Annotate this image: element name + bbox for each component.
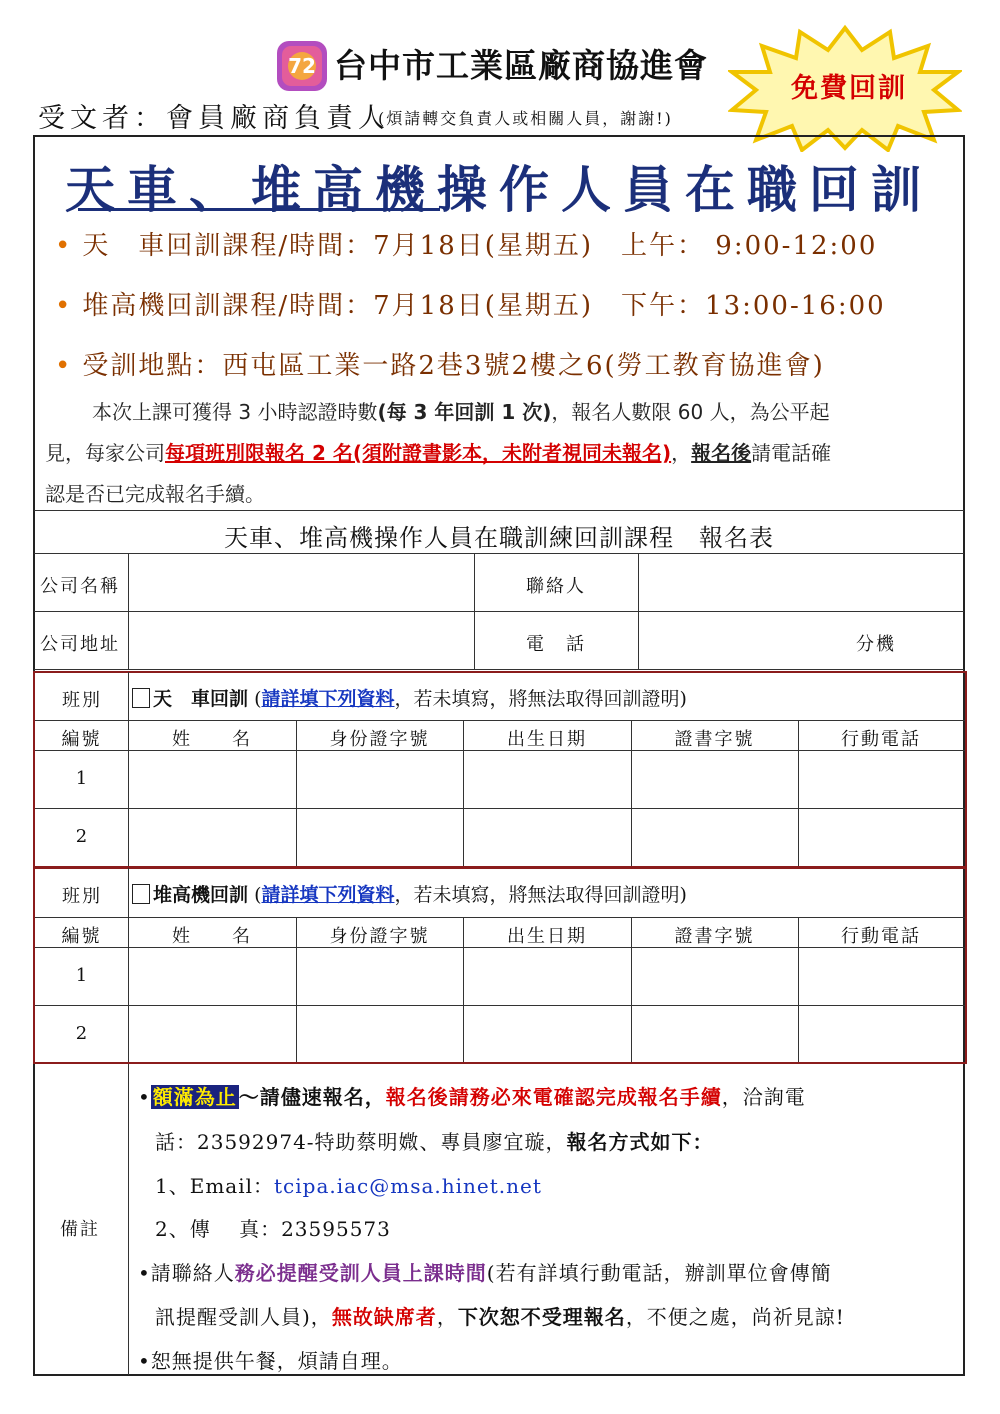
- col-header-mobile: 行動電話: [841, 926, 921, 947]
- notice-line-1: [92, 396, 830, 425]
- remark-line-6: [155, 1301, 845, 1330]
- remark-text: 請聯絡人: [150, 1261, 235, 1285]
- col-header-number: 編號: [61, 729, 102, 750]
- until-full-highlight: 額滿為止: [152, 1085, 237, 1109]
- recipient-note: (煩請轉交負責人或相關人員，謝謝!): [378, 109, 673, 128]
- row-number: 1: [75, 768, 88, 789]
- notice-text: 請電話確: [751, 441, 832, 465]
- fill-in-note-rest: ，若未填寫，將無法取得回訓證明): [394, 688, 687, 710]
- recipient-line: 受文者：會員廠商負責人: [38, 103, 390, 134]
- col-header-id: 身份證字號: [329, 729, 430, 750]
- forklift-schedule: [55, 285, 886, 322]
- email-label: 1、Email：: [155, 1174, 275, 1198]
- bullet-icon: •: [55, 291, 73, 321]
- organization-name: 台中市工業區廠商協進會: [334, 46, 708, 85]
- remark-fax: 2、傳 真：23595573: [155, 1217, 391, 1241]
- remark-red: 報名後請務必來電確認完成報名手續: [385, 1085, 722, 1109]
- forklift-checkbox[interactable]: [132, 884, 150, 904]
- remark-line-3: [155, 1170, 542, 1199]
- notice-line-3: 認是否已完成報名手續。: [45, 482, 265, 506]
- divider: [34, 553, 964, 554]
- remark-line-7: [138, 1345, 403, 1374]
- schedule-value: 7月18日(星期五) 下午：13:00-16:00: [373, 291, 886, 321]
- page-title: 天車、堆高機操作人員在職回訓: [65, 160, 933, 219]
- remark-text: ～請儘速報名，: [238, 1085, 386, 1109]
- col-header-certificate: 證書字號: [674, 729, 755, 750]
- remark-text: 恕無提供午餐，煩請自理。: [150, 1349, 403, 1373]
- notice-line-2: [45, 437, 831, 466]
- divider: [35, 1005, 965, 1006]
- schedule-label: 堆高機回訓課程/時間：: [82, 291, 374, 321]
- note-paren: (: [254, 688, 262, 710]
- col-header-certificate: 證書字號: [674, 926, 755, 947]
- notice-text: ，報名人數限 60 人，為公平起: [551, 400, 830, 424]
- remarks-label: 備註: [60, 1219, 100, 1240]
- remark-line-1: [138, 1081, 806, 1110]
- forklift-class-label: 堆高機回訓: [153, 884, 249, 906]
- extension-label: 分機: [856, 634, 896, 655]
- contact-field[interactable]: [641, 556, 961, 608]
- association-logo: [276, 40, 328, 92]
- training-location: [55, 345, 825, 382]
- bullet-icon: •: [138, 1349, 151, 1373]
- col-header-id: 身份證字號: [329, 926, 430, 947]
- free-retraining-badge: 免費回訓: [791, 73, 907, 104]
- remark-text: 訊提醒受訓人員)，: [155, 1305, 332, 1329]
- divider: [34, 510, 964, 511]
- col-header-number: 編號: [61, 926, 102, 947]
- notice-bold: (每 3 年回訓 1 次): [377, 400, 552, 424]
- bullet-icon: •: [55, 231, 73, 261]
- contact-label: 聯絡人: [526, 576, 586, 597]
- fill-in-note: 請詳填下列資料: [261, 884, 395, 906]
- divider: [35, 917, 965, 918]
- location-label: 受訓地點：: [82, 351, 223, 381]
- remark-text: (若有詳填行動電話，辦訓單位會傳簡: [486, 1261, 832, 1285]
- notice-text: 見，每家公司: [45, 441, 165, 465]
- location-value: 西屯區工業一路2巷3號2樓之6(勞工教育協進會): [222, 351, 825, 381]
- divider: [474, 553, 475, 669]
- form-title: 天車、堆高機操作人員在職訓練回訓課程 報名表: [224, 524, 774, 552]
- fill-in-note-rest: ，若未填寫，將無法取得回訓證明): [394, 884, 687, 906]
- fill-in-note: 請詳填下列資料: [261, 688, 395, 710]
- remark-text: ，: [436, 1305, 458, 1329]
- phone-label: 電 話: [526, 634, 586, 655]
- phone-field[interactable]: [641, 614, 851, 666]
- crane-class-option[interactable]: [132, 684, 687, 711]
- crane-class-label: 天 車回訓: [153, 688, 249, 710]
- company-address-field[interactable]: [131, 614, 471, 666]
- bullet-icon: •: [55, 351, 73, 381]
- remark-text: ，不便之處，尚祈見諒!: [625, 1305, 845, 1329]
- company-name-field[interactable]: [131, 556, 471, 608]
- remark-text: 話：23592974-特助蔡明媺、專員廖宜璇，: [155, 1130, 567, 1154]
- col-header-birthdate: 出生日期: [507, 926, 587, 947]
- row-number: 2: [75, 826, 88, 847]
- remark-line-5: [138, 1257, 832, 1286]
- divider: [128, 672, 129, 866]
- email-link[interactable]: tcipa.iac@msa.hinet.net: [274, 1174, 542, 1198]
- divider: [35, 720, 965, 721]
- divider: [128, 868, 129, 1062]
- remark-line-2: [155, 1126, 714, 1155]
- notice-text: ，: [671, 441, 692, 465]
- notice-limit-warning: 每項班別限報名 2 名(須附證書影本，未附者視同未報名): [165, 441, 672, 465]
- notice-bold: 報名後: [691, 441, 752, 465]
- schedule-label: 天 車回訓課程/時間：: [82, 231, 374, 261]
- bullet-icon: •: [138, 1261, 151, 1285]
- remark-text: ，洽詢電: [721, 1085, 806, 1109]
- remark-purple: 務必提醒受訓人員上課時間: [234, 1261, 487, 1285]
- col-header-name: 姓 名: [172, 729, 252, 750]
- bullet-icon: •: [138, 1085, 151, 1109]
- remark-red: 無故缺席者: [331, 1305, 437, 1329]
- remark-bold: 下次恕不受理報名: [457, 1305, 626, 1329]
- divider: [638, 553, 639, 669]
- note-paren: (: [254, 884, 262, 906]
- col-header-mobile: 行動電話: [841, 729, 921, 750]
- schedule-value: 7月18日(星期五) 上午： 9:00-12:00: [373, 231, 878, 261]
- notice-text: 本次上課可獲得 3 小時認證時數: [92, 400, 378, 424]
- row-number: 2: [75, 1023, 88, 1044]
- divider: [34, 669, 964, 670]
- forklift-class-option[interactable]: [132, 880, 687, 907]
- crane-schedule: [55, 225, 877, 262]
- divider: [34, 611, 964, 612]
- company-name-label: 公司名稱: [40, 576, 120, 597]
- divider: [128, 553, 129, 669]
- class-label: 班別: [62, 690, 102, 711]
- divider: [35, 808, 965, 809]
- crane-checkbox[interactable]: [132, 688, 150, 708]
- company-address-label: 公司地址: [40, 634, 120, 655]
- divider: [128, 1064, 129, 1375]
- svg-text:72: 72: [288, 54, 316, 78]
- remark-bold: 報名方式如下：: [566, 1130, 714, 1154]
- class-label: 班別: [62, 886, 102, 907]
- row-number: 1: [75, 965, 88, 986]
- title-underline: [78, 208, 440, 211]
- col-header-name: 姓 名: [172, 926, 252, 947]
- col-header-birthdate: 出生日期: [507, 729, 587, 750]
